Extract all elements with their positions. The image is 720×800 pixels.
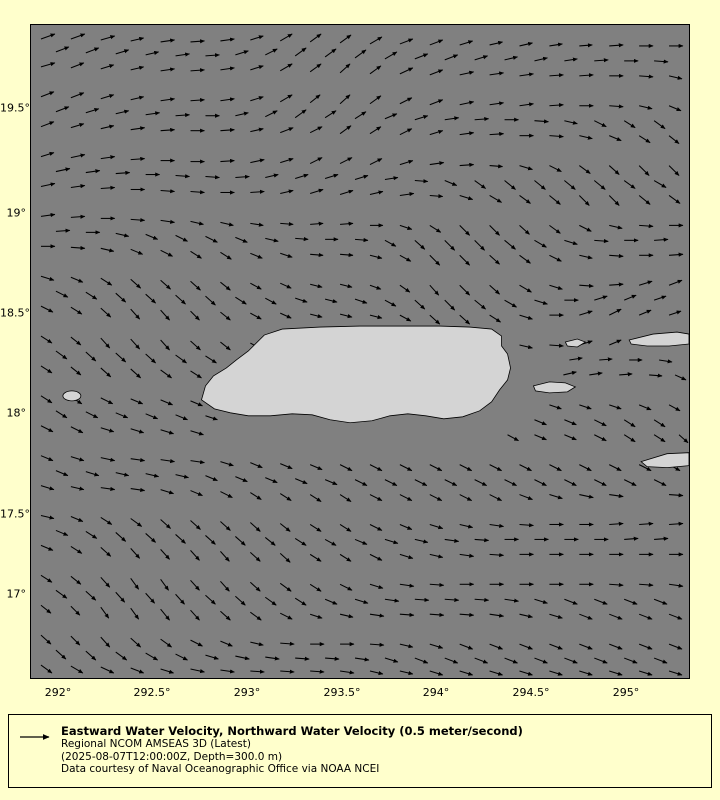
vector-arrow-icon [19,731,55,743]
mona-island [63,391,81,401]
st-croix-island [641,453,689,468]
vieques-island [533,382,575,393]
x-tick-4: 294° [422,686,450,699]
y-tick-4: 17.5° [0,507,30,521]
y-tick-0: 19.5° [0,101,30,115]
x-tick-5: 294.5° [512,686,550,699]
legend-caption-box [8,714,712,788]
x-tick-1: 292.5° [133,686,171,699]
map-plot-area[interactable] [30,24,690,679]
y-tick-3: 18° [6,406,26,420]
legend-model-line: Regional NCOM AMSEAS 3D (Latest) [61,738,251,750]
x-tick-3: 293.5° [323,686,361,699]
culebra-island [565,339,585,347]
x-tick-0: 292° [44,686,72,699]
legend-time-depth-line: (2025-08-07T12:00:00Z, Depth=300.0 m) [61,750,283,763]
y-tick-1: 19° [6,206,26,220]
landmass-layer [31,25,689,678]
virgin-islands-north [629,332,689,346]
y-tick-5: 17° [6,587,26,601]
puerto-rico-island [201,326,510,423]
legend-credit-line: Data courtesy of Naval Oceanographic Office via NOAA NCEI [61,763,380,775]
x-tick-6: 295° [612,686,640,699]
legend-title: Eastward Water Velocity, Northward Water Velocity (0.5 meter/second) [61,724,523,738]
y-tick-2: 18.5° [0,306,30,320]
x-tick-2: 293° [233,686,261,699]
